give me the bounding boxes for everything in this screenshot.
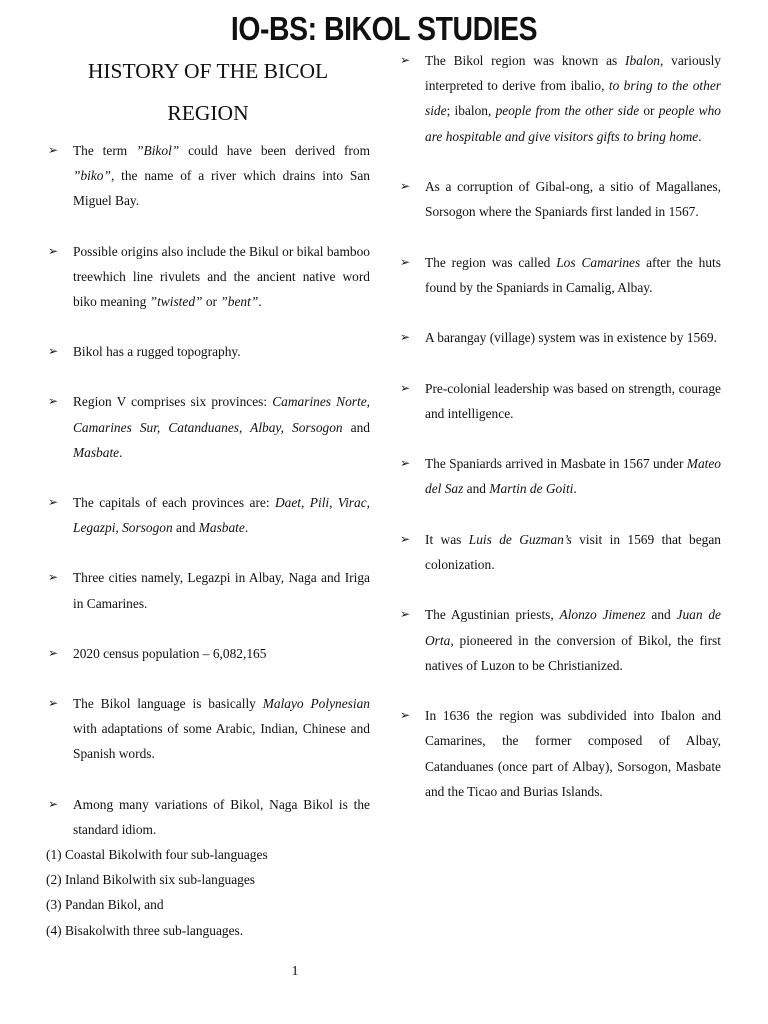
arrow-bullet-icon: ➢	[400, 254, 411, 269]
text-run: Three cities namely, Legazpi in Albay, Naga and Iriga in Camarines.	[73, 570, 370, 611]
arrow-bullet-icon: ➢	[400, 607, 411, 622]
bullet-item	[398, 250, 721, 300]
text-run: The region was called	[425, 254, 557, 270]
arrow-bullet-icon: ➢	[48, 570, 59, 585]
bullet-item	[46, 138, 370, 214]
text-run: It was	[425, 531, 469, 547]
arrow-bullet-icon: ➢	[48, 495, 59, 510]
text-run: after the huts found by the Spaniards in Camalig, Albay.	[425, 254, 721, 295]
document-title: IO-BS: BIKOL STUDIES	[230, 10, 538, 47]
text-run: As a corruption of Gibal-ong, a sitio of Magallanes, Sorsogon where the Spaniards first landed in 1567.	[425, 179, 721, 220]
bullet-item	[46, 565, 370, 615]
sub-language-list	[46, 842, 370, 943]
bullet-item	[46, 490, 370, 540]
bullet-item	[398, 376, 721, 426]
bullet-item	[46, 792, 370, 842]
text-run: The Agustinian priests,	[425, 607, 560, 623]
text-run: Pre-colonial leadership was based on strength, courage and intelligence.	[425, 380, 721, 421]
arrow-bullet-icon: ➢	[48, 796, 59, 811]
italic-text: Masbate	[198, 520, 245, 536]
section-heading: HISTORY OF THE BICOL REGION	[87, 59, 329, 125]
left-column	[46, 50, 370, 943]
arrow-bullet-icon: ➢	[400, 179, 411, 193]
italic-text: to bring to the other side	[425, 78, 721, 119]
page-number: 1	[291, 964, 299, 979]
arrow-bullet-icon: ➢	[48, 143, 59, 157]
text-run: .	[244, 520, 249, 536]
italic-text: Los Camarines	[556, 254, 641, 270]
italic-text: Mateo del Saz	[425, 456, 722, 497]
bullet-item	[398, 48, 721, 149]
text-run: Bikol has a rugged topography.	[73, 344, 241, 360]
text-run: .	[119, 444, 123, 460]
arrow-bullet-icon: ➢	[400, 53, 411, 67]
text-run: The Bikol language is basically	[73, 696, 263, 712]
arrow-bullet-icon: ➢	[400, 456, 411, 471]
text-run: or	[202, 294, 221, 310]
text-run: visit in 1569 that began colonization.	[425, 531, 721, 572]
text-run: , pioneered in the conversion of Bikol, the first natives of Luzon to be Christianized.	[425, 632, 721, 673]
arrow-bullet-icon: ➢	[48, 243, 59, 258]
arrow-bullet-icon: ➢	[48, 344, 59, 359]
text-run: could have been derived from	[179, 143, 370, 158]
text-run: The term	[73, 143, 137, 158]
right-bullet-list	[398, 48, 721, 804]
bullet-item	[398, 325, 721, 350]
italic-text: people from the other side	[495, 103, 640, 119]
italic-text: Alonzo Jimenez	[559, 607, 646, 623]
text-run: , variously interpreted to derive from ibalio,	[425, 53, 722, 94]
bullet-item	[46, 641, 370, 666]
italic-text: ”twisted”	[149, 294, 203, 310]
sub-language-item: (2) Inland Bikolwith six sub-languages	[46, 872, 256, 888]
arrow-bullet-icon: ➢	[400, 708, 411, 723]
text-run: .	[258, 294, 262, 310]
text-run: Among many variations of Bikol, Naga Bikol is the standard idiom.	[73, 796, 370, 837]
text-run: The Bikol region was known as	[425, 53, 626, 68]
italic-text: people who are hospitable and give visitors gifts to bring home	[425, 103, 721, 144]
bullet-item	[398, 527, 721, 577]
text-run: , the name of a river which drains into San Miguel Bay.	[73, 168, 370, 209]
text-run: .	[573, 481, 577, 497]
text-run: .	[698, 128, 702, 144]
sub-language-item: (1) Coastal Bikolwith four sub-languages	[46, 847, 268, 863]
italic-text: Juan de Orta	[425, 607, 721, 648]
text-run: or	[639, 103, 659, 119]
italic-text: Daet, Pili, Virac, Legazpi, Sorsogon	[73, 495, 370, 536]
text-run: The Spaniards arrived in Masbate in 1567 under	[425, 456, 687, 472]
arrow-bullet-icon: ➢	[48, 645, 59, 660]
bullet-item	[46, 239, 370, 315]
italic-text: ”biko”	[73, 168, 111, 184]
italic-text: Masbate	[73, 444, 120, 460]
bullet-item	[398, 174, 721, 224]
arrow-bullet-icon: ➢	[400, 330, 411, 345]
text-run: and	[463, 481, 490, 497]
arrow-bullet-icon: ➢	[400, 531, 411, 546]
bullet-item	[398, 451, 721, 501]
italic-text: Martin de Goiti	[489, 481, 574, 497]
sub-language-item: (3) Pandan Bikol, and	[46, 897, 164, 913]
text-run: and	[172, 520, 199, 536]
italic-text: Malayo Polynesian	[262, 696, 370, 712]
text-run: A barangay (village) system was in existence by 1569.	[425, 330, 717, 346]
text-run: and	[645, 607, 677, 623]
text-run: The capitals of each provinces are:	[73, 495, 275, 511]
italic-text: Luis de Guzman’s	[468, 531, 572, 547]
text-run: Possible origins also include the Bikul or bikal bamboo treewhich line rivulets and the ancient native word biko meaning	[73, 243, 370, 310]
bullet-item	[46, 339, 370, 364]
arrow-bullet-icon: ➢	[48, 394, 59, 409]
text-run: and	[342, 419, 371, 435]
right-column	[398, 48, 721, 829]
italic-text: ”bent”	[220, 294, 259, 310]
italic-text: ”Bikol”	[136, 143, 180, 158]
arrow-bullet-icon: ➢	[400, 380, 411, 395]
text-run: ; ibalon,	[446, 103, 496, 119]
bullet-item	[46, 691, 370, 767]
bullet-item	[398, 602, 721, 678]
text-run: with adaptations of some Arabic, Indian, Chinese and Spanish words.	[73, 721, 370, 762]
left-bullet-list	[46, 138, 370, 842]
italic-text: Ibalon	[625, 53, 661, 68]
text-run: Region V comprises six provinces:	[73, 394, 273, 410]
sub-language-item: (4) Bisakolwith three sub-languages.	[46, 922, 244, 938]
bullet-item	[398, 703, 721, 804]
italic-text: Camarines Norte, Camarines Sur, Catanduanes, Albay, Sorsogon	[73, 394, 370, 435]
arrow-bullet-icon: ➢	[48, 696, 59, 711]
text-run: In 1636 the region was subdivided into Ibalon and Camarines, the former composed of Albay, Catanduanes (once part of Albay), Sorsogon, Masbate and the Ticao and Burias Islands.	[425, 708, 721, 799]
text-run: 2020 census population – 6,082,165	[73, 645, 267, 661]
bullet-item	[46, 389, 370, 465]
